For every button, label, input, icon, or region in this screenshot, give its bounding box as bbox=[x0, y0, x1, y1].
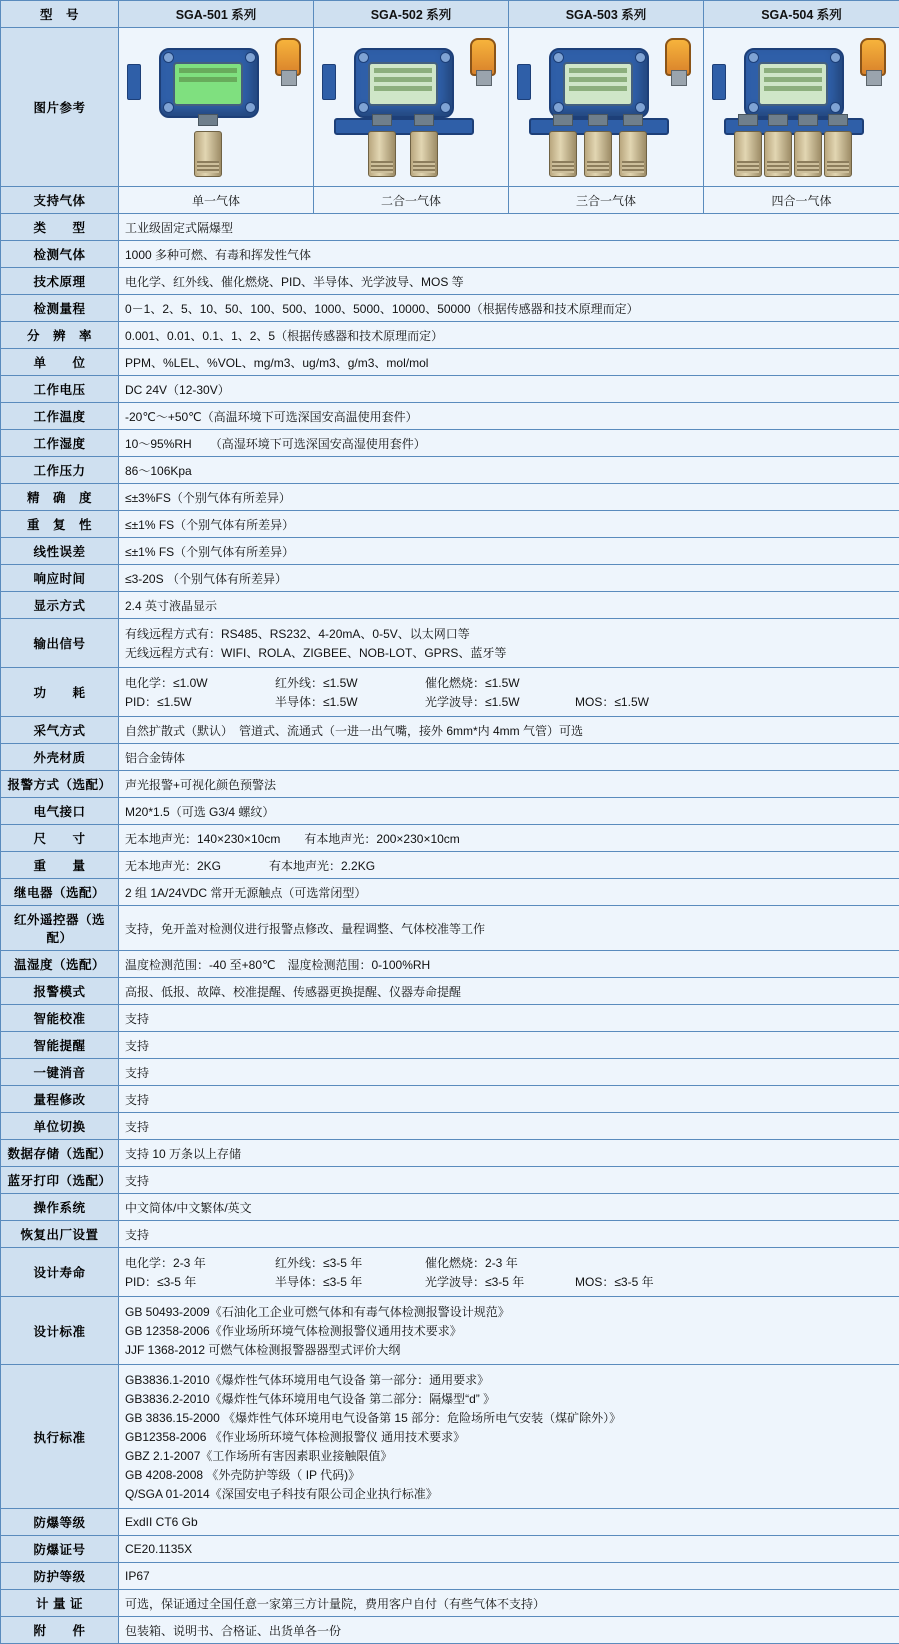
alarm-lamp-base-icon bbox=[671, 70, 687, 86]
row-label-repeatability: 重 复 性 bbox=[1, 511, 119, 538]
row-label-output-signal: 输出信号 bbox=[1, 619, 119, 668]
bolt-icon bbox=[440, 102, 451, 113]
table-row-execution-standard bbox=[1, 1365, 899, 1509]
row-value-accessories: 包装箱、说明书、合格证、出货单各一份 bbox=[119, 1617, 899, 1644]
alarm-lamp-base-icon bbox=[281, 70, 297, 86]
table-row-supported-gas bbox=[1, 187, 899, 214]
life-name-mos: MOS： bbox=[575, 1275, 614, 1289]
table-row-power bbox=[1, 668, 899, 717]
table-row bbox=[1, 852, 899, 879]
neck-icon bbox=[738, 114, 758, 126]
sensor-probe-icon bbox=[734, 131, 762, 177]
row-value-bluetooth-print-option: 支持 bbox=[119, 1167, 899, 1194]
table-row-images bbox=[1, 28, 899, 187]
row-value-weight: 无本地声光：2KG 有本地声光：2.2KG bbox=[119, 852, 899, 879]
gas-503: 三合一气体 bbox=[509, 187, 704, 214]
table-row bbox=[1, 771, 899, 798]
detector-display-icon bbox=[758, 62, 828, 106]
row-label-power: 功 耗 bbox=[1, 668, 119, 717]
product-image-501 bbox=[119, 28, 314, 187]
life-name-semiconductor: 半导体： bbox=[275, 1275, 323, 1289]
power-name-infrared: 红外线： bbox=[275, 676, 323, 690]
row-value-range: 0－1、2、5、10、50、100、500、1000、5000、10000、50000（根据传感器和技术原理而定） bbox=[119, 295, 899, 322]
bolt-icon bbox=[163, 102, 174, 113]
row-label-design-life: 设计寿命 bbox=[1, 1248, 119, 1297]
table-row bbox=[1, 825, 899, 852]
table-row bbox=[1, 1113, 899, 1140]
row-label-factory-reset: 恢复出厂设置 bbox=[1, 1221, 119, 1248]
row-value-ir-remote-option: 支持，免开盖对检测仪进行报警点修改、量程调整、气体校准等工作 bbox=[119, 906, 899, 951]
power-value-infrared: ≤1.5W bbox=[323, 676, 358, 690]
row-value-unit: PPM、%LEL、%VOL、mg/m3、ug/m3、g/m3、mol/mol bbox=[119, 349, 899, 376]
execution-standard-line: Q/SGA 01-2014《深国安电子科技有限公司企业执行标准》 bbox=[125, 1485, 893, 1502]
row-value-metering-certificate: 可选，保证通过全国任意一家第三方计量院，费用客户自付（有些气体不支持） bbox=[119, 1590, 899, 1617]
table-row bbox=[1, 1059, 899, 1086]
row-label-pressure: 工作压力 bbox=[1, 457, 119, 484]
model-501: SGA-501 系列 bbox=[119, 1, 314, 28]
row-value-unit-switch: 支持 bbox=[119, 1113, 899, 1140]
row-label-model: 型 号 bbox=[1, 1, 119, 28]
table-row bbox=[1, 511, 899, 538]
life-name-pid: PID： bbox=[125, 1275, 157, 1289]
row-value-ex-rating: ExdII CT6 Gb bbox=[119, 1509, 899, 1536]
bolt-icon bbox=[245, 52, 256, 63]
gas-detector-illustration-1 bbox=[125, 34, 315, 180]
row-value-dimensions: 无本地声光：140×230×10cm 有本地声光：200×230×10cm bbox=[119, 825, 899, 852]
row-label-execution-standard: 执行标准 bbox=[1, 1365, 119, 1509]
table-row bbox=[1, 403, 899, 430]
alarm-lamp-base-icon bbox=[476, 70, 492, 86]
row-value-design-standard bbox=[119, 1297, 899, 1365]
row-value-smart-reminder: 支持 bbox=[119, 1032, 899, 1059]
row-value-operating-system: 中文简体/中文繁体/英文 bbox=[119, 1194, 899, 1221]
design-standard-line: GB 50493-2009《石油化工企业可燃气体和有毒气体检测报警设计规范》 bbox=[125, 1303, 893, 1320]
power-line-2 bbox=[125, 693, 893, 710]
model-502: SGA-502 系列 bbox=[314, 1, 509, 28]
table-row bbox=[1, 295, 899, 322]
row-label-alarm-mode-option: 报警方式（选配） bbox=[1, 771, 119, 798]
row-value-alarm-mode-option: 声光报警+可视化颜色预警法 bbox=[119, 771, 899, 798]
row-label-alarm-modes: 报警模式 bbox=[1, 978, 119, 1005]
model-504: SGA-504 系列 bbox=[704, 1, 899, 28]
design-standard-line: JJF 1368-2012 可燃气体检测报警器器型式评价大纲 bbox=[125, 1341, 893, 1358]
table-row bbox=[1, 906, 899, 951]
life-value-pid: ≤3-5 年 bbox=[157, 1275, 196, 1289]
neck-icon bbox=[198, 114, 218, 126]
row-value-execution-standard bbox=[119, 1365, 899, 1509]
row-label-one-key-mute: 一键消音 bbox=[1, 1059, 119, 1086]
row-value-smart-calibration: 支持 bbox=[119, 1005, 899, 1032]
power-value-mos: ≤1.5W bbox=[614, 695, 649, 709]
row-label-detect-gas: 检测气体 bbox=[1, 241, 119, 268]
row-label-response-time: 响应时间 bbox=[1, 565, 119, 592]
row-label-voltage: 工作电压 bbox=[1, 376, 119, 403]
gas-detector-illustration-4 bbox=[710, 34, 899, 180]
power-name-pid: PID： bbox=[125, 695, 157, 709]
row-label-supported-gas: 支持气体 bbox=[1, 187, 119, 214]
row-value-ip-rating: IP67 bbox=[119, 1563, 899, 1590]
row-label-unit-switch: 单位切换 bbox=[1, 1113, 119, 1140]
row-label-accessories: 附 件 bbox=[1, 1617, 119, 1644]
row-label-temp-humidity-option: 温湿度（选配） bbox=[1, 951, 119, 978]
execution-standard-line: GB3836.1-2010《爆炸性气体环境用电气设备 第一部分：通用要求》 bbox=[125, 1371, 893, 1388]
execution-standard-line: GB 4208-2008 《外壳防护等级（ IP 代码)》 bbox=[125, 1466, 893, 1483]
row-label-image-reference: 图片参考 bbox=[1, 28, 119, 187]
table-row bbox=[1, 349, 899, 376]
gas-502: 二合一气体 bbox=[314, 187, 509, 214]
table-row-design-life bbox=[1, 1248, 899, 1297]
sensor-probe-icon bbox=[549, 131, 577, 177]
table-row bbox=[1, 268, 899, 295]
row-label-principle: 技术原理 bbox=[1, 268, 119, 295]
table-row bbox=[1, 798, 899, 825]
power-value-optical-waveguide: ≤1.5W bbox=[485, 695, 520, 709]
life-name-electrochemical: 电化学： bbox=[125, 1256, 173, 1270]
row-value-voltage: DC 24V（12-30V） bbox=[119, 376, 899, 403]
row-value-response-time: ≤3-20S （个别气体有所差异） bbox=[119, 565, 899, 592]
model-503: SGA-503 系列 bbox=[509, 1, 704, 28]
neck-icon bbox=[798, 114, 818, 126]
table-row-model bbox=[1, 1, 899, 28]
table-row bbox=[1, 744, 899, 771]
row-value-linearity: ≤±1% FS（个别气体有所差异） bbox=[119, 538, 899, 565]
bolt-icon bbox=[163, 52, 174, 63]
table-row bbox=[1, 376, 899, 403]
row-label-range-modify: 量程修改 bbox=[1, 1086, 119, 1113]
sensor-probe-icon bbox=[824, 131, 852, 177]
mount-bracket-icon bbox=[127, 64, 141, 100]
table-row bbox=[1, 1167, 899, 1194]
row-value-range-modify: 支持 bbox=[119, 1086, 899, 1113]
life-value-mos: ≤3-5 年 bbox=[614, 1275, 653, 1289]
life-line-2 bbox=[125, 1273, 893, 1290]
row-value-accuracy: ≤±3%FS（个别气体有所差异） bbox=[119, 484, 899, 511]
table-row-design-standard bbox=[1, 1297, 899, 1365]
bolt-icon bbox=[830, 52, 841, 63]
mount-bracket-icon bbox=[712, 64, 726, 100]
execution-standard-line: GB3836.2-2010《爆炸性气体环境用电气设备 第二部分：隔爆型“d” 》 bbox=[125, 1390, 893, 1407]
row-value-output-signal bbox=[119, 619, 899, 668]
neck-icon bbox=[588, 114, 608, 126]
row-label-temperature: 工作温度 bbox=[1, 403, 119, 430]
table-row bbox=[1, 717, 899, 744]
row-value-type: 工业级固定式隔爆型 bbox=[119, 214, 899, 241]
row-label-bluetooth-print-option: 蓝牙打印（选配） bbox=[1, 1167, 119, 1194]
row-label-dimensions: 尺 寸 bbox=[1, 825, 119, 852]
execution-standard-line: GBZ 2.1-2007《工作场所有害因素职业接触限值》 bbox=[125, 1447, 893, 1464]
execution-standard-line: GB12358-2006 《作业场所环境气体检测报警仪 通用技术要求》 bbox=[125, 1428, 893, 1445]
bolt-icon bbox=[358, 52, 369, 63]
bolt-icon bbox=[635, 52, 646, 63]
neck-icon bbox=[414, 114, 434, 126]
table-row bbox=[1, 1140, 899, 1167]
power-name-mos: MOS： bbox=[575, 695, 614, 709]
row-label-sampling: 采气方式 bbox=[1, 717, 119, 744]
product-image-503 bbox=[509, 28, 704, 187]
table-row bbox=[1, 1536, 899, 1563]
row-value-temperature: -20℃～+50℃（高温环境下可选深国安高温使用套件） bbox=[119, 403, 899, 430]
table-row bbox=[1, 1590, 899, 1617]
row-value-temp-humidity-option: 温度检测范围：-40 至+80℃ 湿度检测范围：0-100%RH bbox=[119, 951, 899, 978]
alarm-lamp-base-icon bbox=[866, 70, 882, 86]
neck-icon bbox=[372, 114, 392, 126]
bolt-icon bbox=[553, 102, 564, 113]
sensor-probe-icon bbox=[764, 131, 792, 177]
output-wired: 有线远程方式有：RS485、RS232、4-20mA、0-5V、以太网口等 bbox=[125, 625, 893, 642]
table-row bbox=[1, 1563, 899, 1590]
row-label-ex-rating: 防爆等级 bbox=[1, 1509, 119, 1536]
table-row-output-signal bbox=[1, 619, 899, 668]
row-label-resolution: 分 辨 率 bbox=[1, 322, 119, 349]
table-row bbox=[1, 214, 899, 241]
table-row bbox=[1, 592, 899, 619]
bolt-icon bbox=[748, 52, 759, 63]
row-value-principle: 电化学、红外线、催化燃烧、PID、半导体、光学波导、MOS 等 bbox=[119, 268, 899, 295]
row-value-humidity: 10～95%RH （高湿环境下可选深国安高湿使用套件） bbox=[119, 430, 899, 457]
life-value-electrochemical: 2-3 年 bbox=[173, 1256, 206, 1270]
detector-display-icon bbox=[173, 62, 243, 106]
power-name-catalytic: 催化燃烧： bbox=[425, 676, 485, 690]
life-value-optical-waveguide: ≤3-5 年 bbox=[485, 1275, 524, 1289]
row-label-ex-certificate: 防爆证号 bbox=[1, 1536, 119, 1563]
gas-detector-illustration-3 bbox=[515, 34, 705, 180]
bolt-icon bbox=[358, 102, 369, 113]
product-image-504 bbox=[704, 28, 899, 187]
life-value-catalytic: 2-3 年 bbox=[485, 1256, 518, 1270]
design-standard-line: GB 12358-2006《作业场所环境气体检测报警仪通用技术要求》 bbox=[125, 1322, 893, 1339]
table-row bbox=[1, 1509, 899, 1536]
power-name-electrochemical: 电化学： bbox=[125, 676, 173, 690]
table-row bbox=[1, 1617, 899, 1644]
row-value-sampling: 自然扩散式（默认） 管道式、流通式（一进一出气嘴，接外 6mm*内 4mm 气管）可选 bbox=[119, 717, 899, 744]
power-value-semiconductor: ≤1.5W bbox=[323, 695, 358, 709]
table-row bbox=[1, 457, 899, 484]
row-label-type: 类 型 bbox=[1, 214, 119, 241]
row-value-relay-option: 2 组 1A/24VDC 常开无源触点（可选常闭型） bbox=[119, 879, 899, 906]
bolt-icon bbox=[635, 102, 646, 113]
gas-504: 四合一气体 bbox=[704, 187, 899, 214]
power-name-semiconductor: 半导体： bbox=[275, 695, 323, 709]
row-value-data-storage-option: 支持 10 万条以上存储 bbox=[119, 1140, 899, 1167]
row-value-detect-gas: 1000 多种可燃、有毒和挥发性气体 bbox=[119, 241, 899, 268]
detector-display-icon bbox=[563, 62, 633, 106]
sensor-probe-icon bbox=[619, 131, 647, 177]
table-row bbox=[1, 1005, 899, 1032]
row-value-power bbox=[119, 668, 899, 717]
product-image-502 bbox=[314, 28, 509, 187]
table-row bbox=[1, 1194, 899, 1221]
table-row bbox=[1, 484, 899, 511]
row-label-unit: 单 位 bbox=[1, 349, 119, 376]
bolt-icon bbox=[830, 102, 841, 113]
row-value-electrical-interface: M20*1.5（可选 G3/4 螺纹） bbox=[119, 798, 899, 825]
row-label-ir-remote-option: 红外遥控器（选配） bbox=[1, 906, 119, 951]
sensor-probe-icon bbox=[194, 131, 222, 177]
sensor-probe-icon bbox=[794, 131, 822, 177]
gas-detector-illustration-2 bbox=[320, 34, 510, 180]
table-row bbox=[1, 978, 899, 1005]
table-row bbox=[1, 322, 899, 349]
neck-icon bbox=[828, 114, 848, 126]
row-label-relay-option: 继电器（选配） bbox=[1, 879, 119, 906]
mount-bracket-icon bbox=[322, 64, 336, 100]
row-value-factory-reset: 支持 bbox=[119, 1221, 899, 1248]
bolt-icon bbox=[440, 52, 451, 63]
row-value-pressure: 86～106Kpa bbox=[119, 457, 899, 484]
bolt-icon bbox=[748, 102, 759, 113]
life-name-infrared: 红外线： bbox=[275, 1256, 323, 1270]
row-value-design-life bbox=[119, 1248, 899, 1297]
table-row bbox=[1, 241, 899, 268]
table-row bbox=[1, 1221, 899, 1248]
table-row bbox=[1, 951, 899, 978]
row-label-smart-calibration: 智能校准 bbox=[1, 1005, 119, 1032]
row-label-humidity: 工作湿度 bbox=[1, 430, 119, 457]
neck-icon bbox=[768, 114, 788, 126]
row-label-weight: 重 量 bbox=[1, 852, 119, 879]
row-label-metering-certificate: 计 量 证 bbox=[1, 1590, 119, 1617]
manifold-bar-icon bbox=[334, 118, 474, 135]
row-label-housing-material: 外壳材质 bbox=[1, 744, 119, 771]
row-label-smart-reminder: 智能提醒 bbox=[1, 1032, 119, 1059]
mount-bracket-icon bbox=[517, 64, 531, 100]
row-value-ex-certificate: CE20.1135X bbox=[119, 1536, 899, 1563]
table-row bbox=[1, 1086, 899, 1113]
life-name-optical-waveguide: 光学波导： bbox=[425, 1275, 485, 1289]
gas-501: 单一气体 bbox=[119, 187, 314, 214]
bolt-icon bbox=[553, 52, 564, 63]
row-value-display: 2.4 英寸液晶显示 bbox=[119, 592, 899, 619]
power-name-optical-waveguide: 光学波导： bbox=[425, 695, 485, 709]
row-value-resolution: 0.001、0.01、0.1、1、2、5（根据传感器和技术原理而定） bbox=[119, 322, 899, 349]
power-value-electrochemical: ≤1.0W bbox=[173, 676, 208, 690]
neck-icon bbox=[623, 114, 643, 126]
life-value-semiconductor: ≤3-5 年 bbox=[323, 1275, 362, 1289]
row-label-display: 显示方式 bbox=[1, 592, 119, 619]
row-value-housing-material: 铝合金铸体 bbox=[119, 744, 899, 771]
table-row bbox=[1, 565, 899, 592]
row-label-accuracy: 精 确 度 bbox=[1, 484, 119, 511]
execution-standard-line: GB 3836.15-2000 《爆炸性气体环境用电气设备第 15 部分：危险场所电气安装（煤矿除外）》 bbox=[125, 1409, 893, 1426]
row-label-data-storage-option: 数据存储（选配） bbox=[1, 1140, 119, 1167]
power-line-1 bbox=[125, 674, 893, 691]
row-label-design-standard: 设计标准 bbox=[1, 1297, 119, 1365]
table-row bbox=[1, 538, 899, 565]
sensor-probe-icon bbox=[410, 131, 438, 177]
power-value-pid: ≤1.5W bbox=[157, 695, 192, 709]
life-name-catalytic: 催化燃烧： bbox=[425, 1256, 485, 1270]
output-wireless: 无线远程方式有：WIFI、ROLA、ZIGBEE、NOB-LOT、GPRS、蓝牙等 bbox=[125, 644, 893, 661]
life-line-1 bbox=[125, 1254, 893, 1271]
life-value-infrared: ≤3-5 年 bbox=[323, 1256, 362, 1270]
row-value-one-key-mute: 支持 bbox=[119, 1059, 899, 1086]
sensor-probe-icon bbox=[368, 131, 396, 177]
bolt-icon bbox=[245, 102, 256, 113]
row-label-range: 检测量程 bbox=[1, 295, 119, 322]
detector-display-icon bbox=[368, 62, 438, 106]
row-label-operating-system: 操作系统 bbox=[1, 1194, 119, 1221]
neck-icon bbox=[553, 114, 573, 126]
table-row bbox=[1, 1032, 899, 1059]
power-value-catalytic: ≤1.5W bbox=[485, 676, 520, 690]
sensor-probe-icon bbox=[584, 131, 612, 177]
table-row bbox=[1, 879, 899, 906]
row-label-electrical-interface: 电气接口 bbox=[1, 798, 119, 825]
row-label-linearity: 线性误差 bbox=[1, 538, 119, 565]
row-value-alarm-modes: 高报、低报、故障、校准提醒、传感器更换提醒、仪器寿命提醒 bbox=[119, 978, 899, 1005]
row-value-repeatability: ≤±1% FS（个别气体有所差异） bbox=[119, 511, 899, 538]
table-row bbox=[1, 430, 899, 457]
row-label-ip-rating: 防护等级 bbox=[1, 1563, 119, 1590]
